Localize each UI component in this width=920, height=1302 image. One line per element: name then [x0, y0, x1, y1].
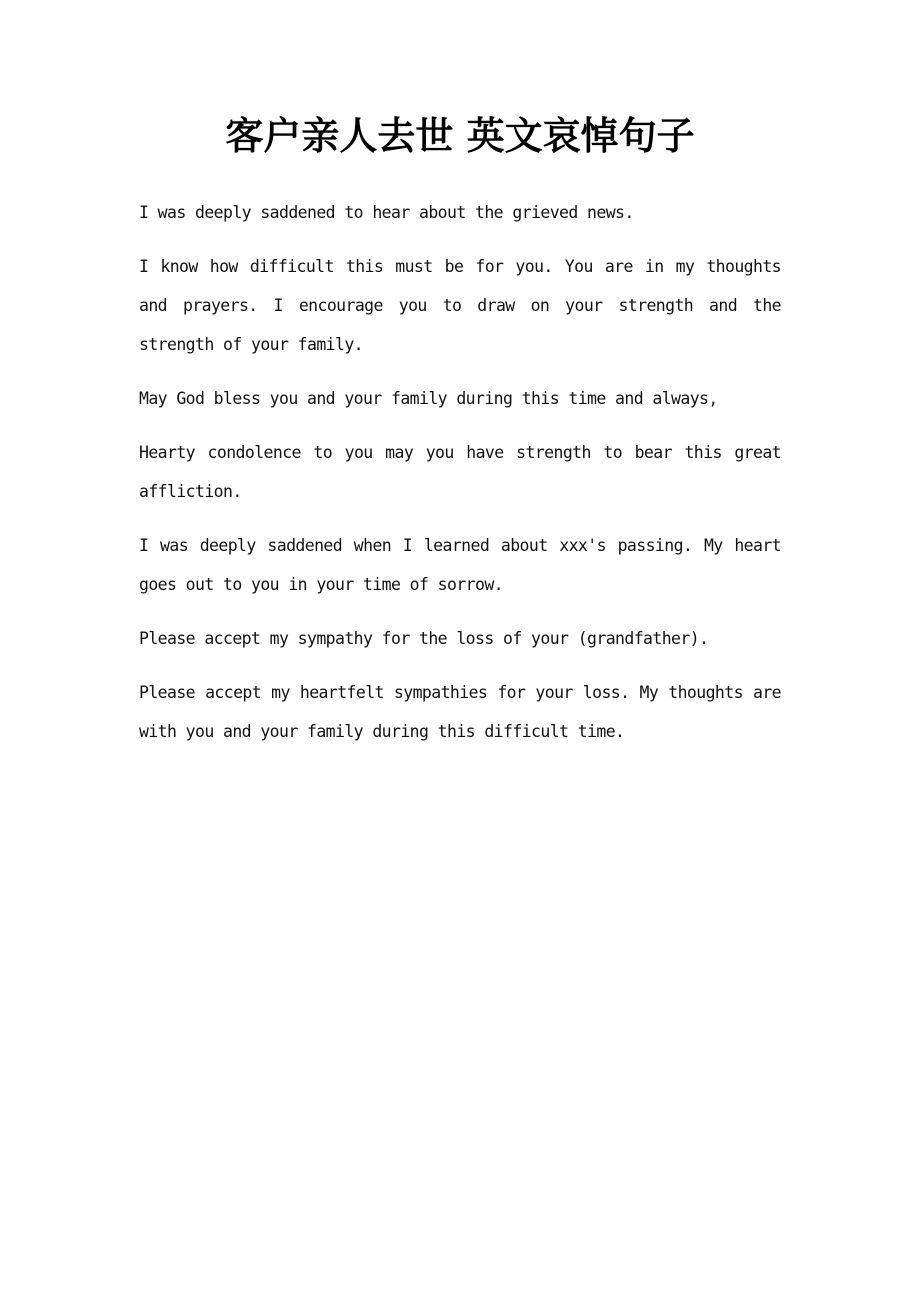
paragraph: Hearty condolence to you may you have strength to bear this great affliction.	[139, 443, 781, 501]
paragraph: I know how difficult this must be for you. You are in my thoughts and prayers. I encourage you to draw on your strength and the strength of your family.	[139, 257, 781, 354]
paragraph: Please accept my heartfelt sympathies for your loss. My thoughts are with you and your family during this difficult time.	[139, 683, 781, 741]
paragraph: I was deeply saddened when I learned about xxx's passing. My heart goes out to you in your time of sorrow.	[139, 536, 781, 594]
document-body	[139, 193, 781, 766]
paragraph: May God bless you and your family during this time and always,	[139, 389, 718, 408]
page-title: 客户亲人去世 英文哀悼句子	[225, 114, 695, 158]
paragraph: Please accept my sympathy for the loss of your (grandfather).	[139, 629, 709, 648]
paragraph: I was deeply saddened to hear about the grieved news.	[139, 203, 634, 222]
